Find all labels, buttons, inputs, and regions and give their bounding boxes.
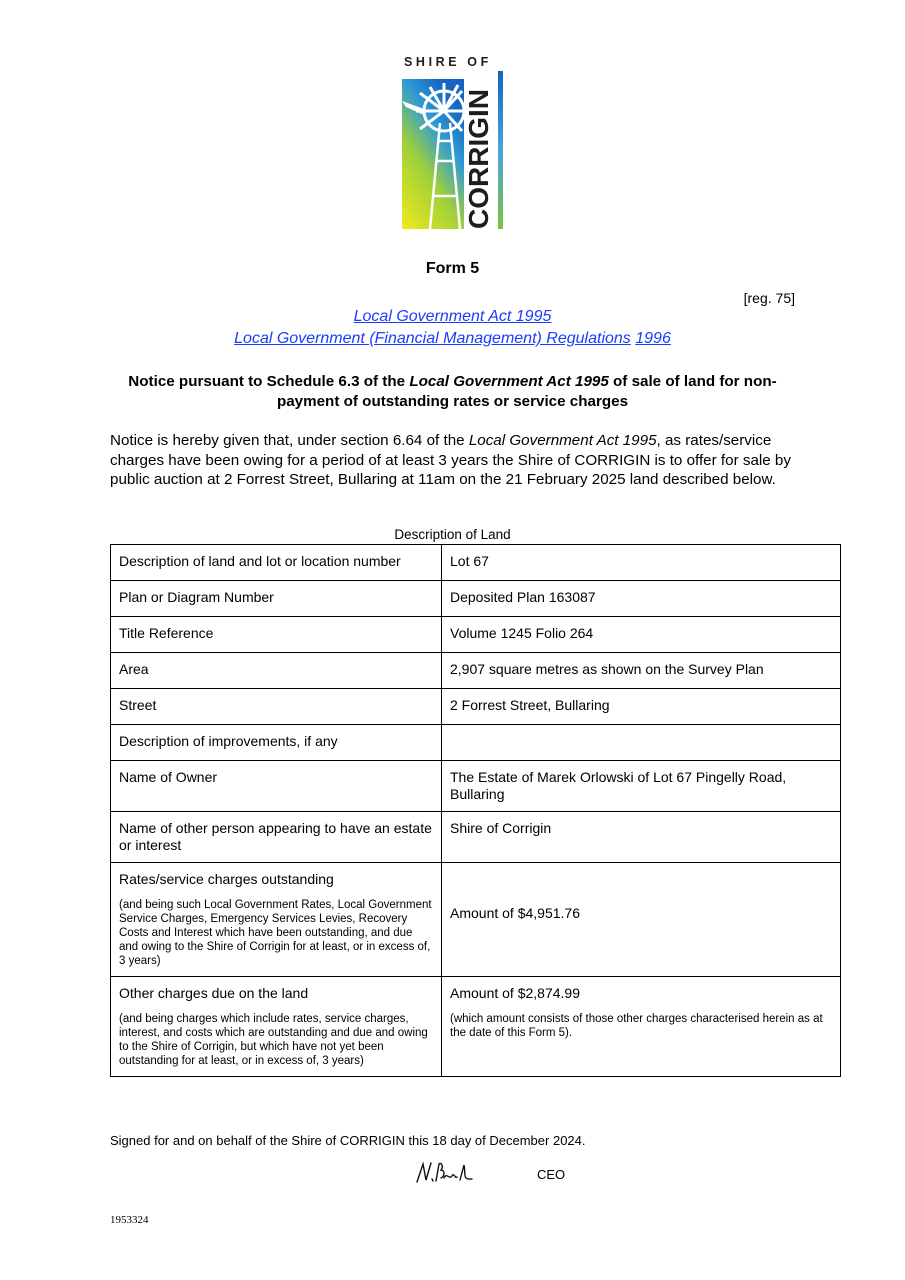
row-label: Area	[111, 653, 442, 689]
row-label: Description of improvements, if any	[111, 725, 442, 761]
table-row	[111, 581, 841, 617]
row-label: Title Reference	[111, 617, 442, 653]
land-table-body	[111, 545, 841, 1077]
other-charges-value-note: (which amount consists of those other charges characterised herein as at the date of this Form 5).	[450, 1013, 823, 1039]
row-label: Name of other person appearing to have an estate or interest	[111, 812, 442, 863]
other-charges-label: Other charges due on the land	[119, 985, 309, 1001]
ceo-label: CEO	[537, 1167, 566, 1182]
notice-intro-paragraph	[110, 431, 800, 490]
land-description-table	[110, 544, 841, 1077]
row-value: Deposited Plan 163087	[442, 581, 841, 617]
financial-management-regulations-link[interactable]: Local Government (Financial Management) Regulations	[234, 330, 631, 347]
heading-text-1: Notice pursuant to Schedule 6.3 of the	[128, 373, 410, 390]
row-value: 2,907 square metres as shown on the Survey Plan	[442, 653, 841, 689]
heading-act-name: Local Government Act 1995	[409, 373, 609, 390]
local-government-act-link[interactable]: Local Government Act 1995	[353, 308, 552, 325]
table-row	[111, 812, 841, 863]
table-row	[111, 725, 841, 761]
form-title: Form 5	[425, 260, 480, 277]
other-charges-value-cell	[442, 977, 841, 1077]
intro-text-1: Notice is hereby given that, under section 6.64 of the	[110, 432, 469, 449]
table-row	[111, 617, 841, 653]
document-number: 1953324	[110, 1214, 149, 1226]
intro-act-name: Local Government Act 1995	[468, 432, 657, 449]
rates-note: (and being such Local Government Rates, Local Government Service Charges, Emergency Services Levies, Recovery Costs and Interest which have been outstanding, and due and owing to the Shire of Corrigin for at least, or in excess of, 3 years)	[119, 899, 432, 967]
act-link-line	[0, 308, 905, 326]
rates-label: Rates/service charges outstanding	[119, 871, 334, 887]
row-value: Shire of Corrigin	[442, 812, 841, 863]
row-value: Lot 67	[442, 545, 841, 581]
logo-corrigin-text: CORRIGIN	[463, 89, 494, 229]
row-label: Street	[111, 689, 442, 725]
intro-text-2: , as rates/service charges have been owing for a period of at least 3 years the Shire of CORRIGIN is to offer for sale by public auction at 2 Forrest Street, Bullaring at 11am on the 21 February 2025 land described below.	[110, 432, 791, 488]
row-label: Description of land and lot or location number	[111, 545, 442, 581]
rates-value-cell	[442, 863, 841, 977]
table-row	[111, 653, 841, 689]
row-label: Plan or Diagram Number	[111, 581, 442, 617]
row-value	[442, 725, 841, 761]
logo-shire-of-text: SHIRE OF	[404, 55, 492, 69]
ceo-signature	[414, 1160, 476, 1186]
regulations-link-line	[0, 330, 905, 348]
row-value: The Estate of Marek Orlowski of Lot 67 Pingelly Road, Bullaring	[442, 761, 841, 812]
rates-amount: Amount of $4,951.76	[450, 905, 580, 921]
regulation-reference: [reg. 75]	[743, 290, 795, 306]
heading-text-2: of sale of land for non-payment of outstanding rates or service charges	[276, 373, 777, 410]
rates-outstanding-row	[111, 863, 841, 977]
regulations-year-link[interactable]: 1996	[635, 330, 671, 347]
other-charges-row	[111, 977, 841, 1077]
table-row	[111, 545, 841, 581]
other-charges-label-cell	[111, 977, 442, 1077]
table-row	[111, 761, 841, 812]
shire-logo	[400, 55, 506, 233]
row-value: 2 Forrest Street, Bullaring	[442, 689, 841, 725]
notice-heading	[110, 372, 795, 412]
other-charges-amount: Amount of $2,874.99	[450, 985, 580, 1001]
other-charges-note: (and being charges which include rates, service charges, interest, and costs which are outstanding and due and owing to the Shire of Corrigin, but which have not yet been outstanding for at least, or in excess of, 3 years)	[119, 1013, 428, 1067]
windmill-logo-icon	[400, 71, 506, 233]
row-value: Volume 1245 Folio 264	[442, 617, 841, 653]
rates-label-cell	[111, 863, 442, 977]
table-row	[111, 689, 841, 725]
signed-statement: Signed for and on behalf of the Shire of CORRIGIN this 18 day of December 2024.	[110, 1133, 586, 1148]
row-label: Name of Owner	[111, 761, 442, 812]
table-caption: Description of Land	[394, 527, 511, 542]
